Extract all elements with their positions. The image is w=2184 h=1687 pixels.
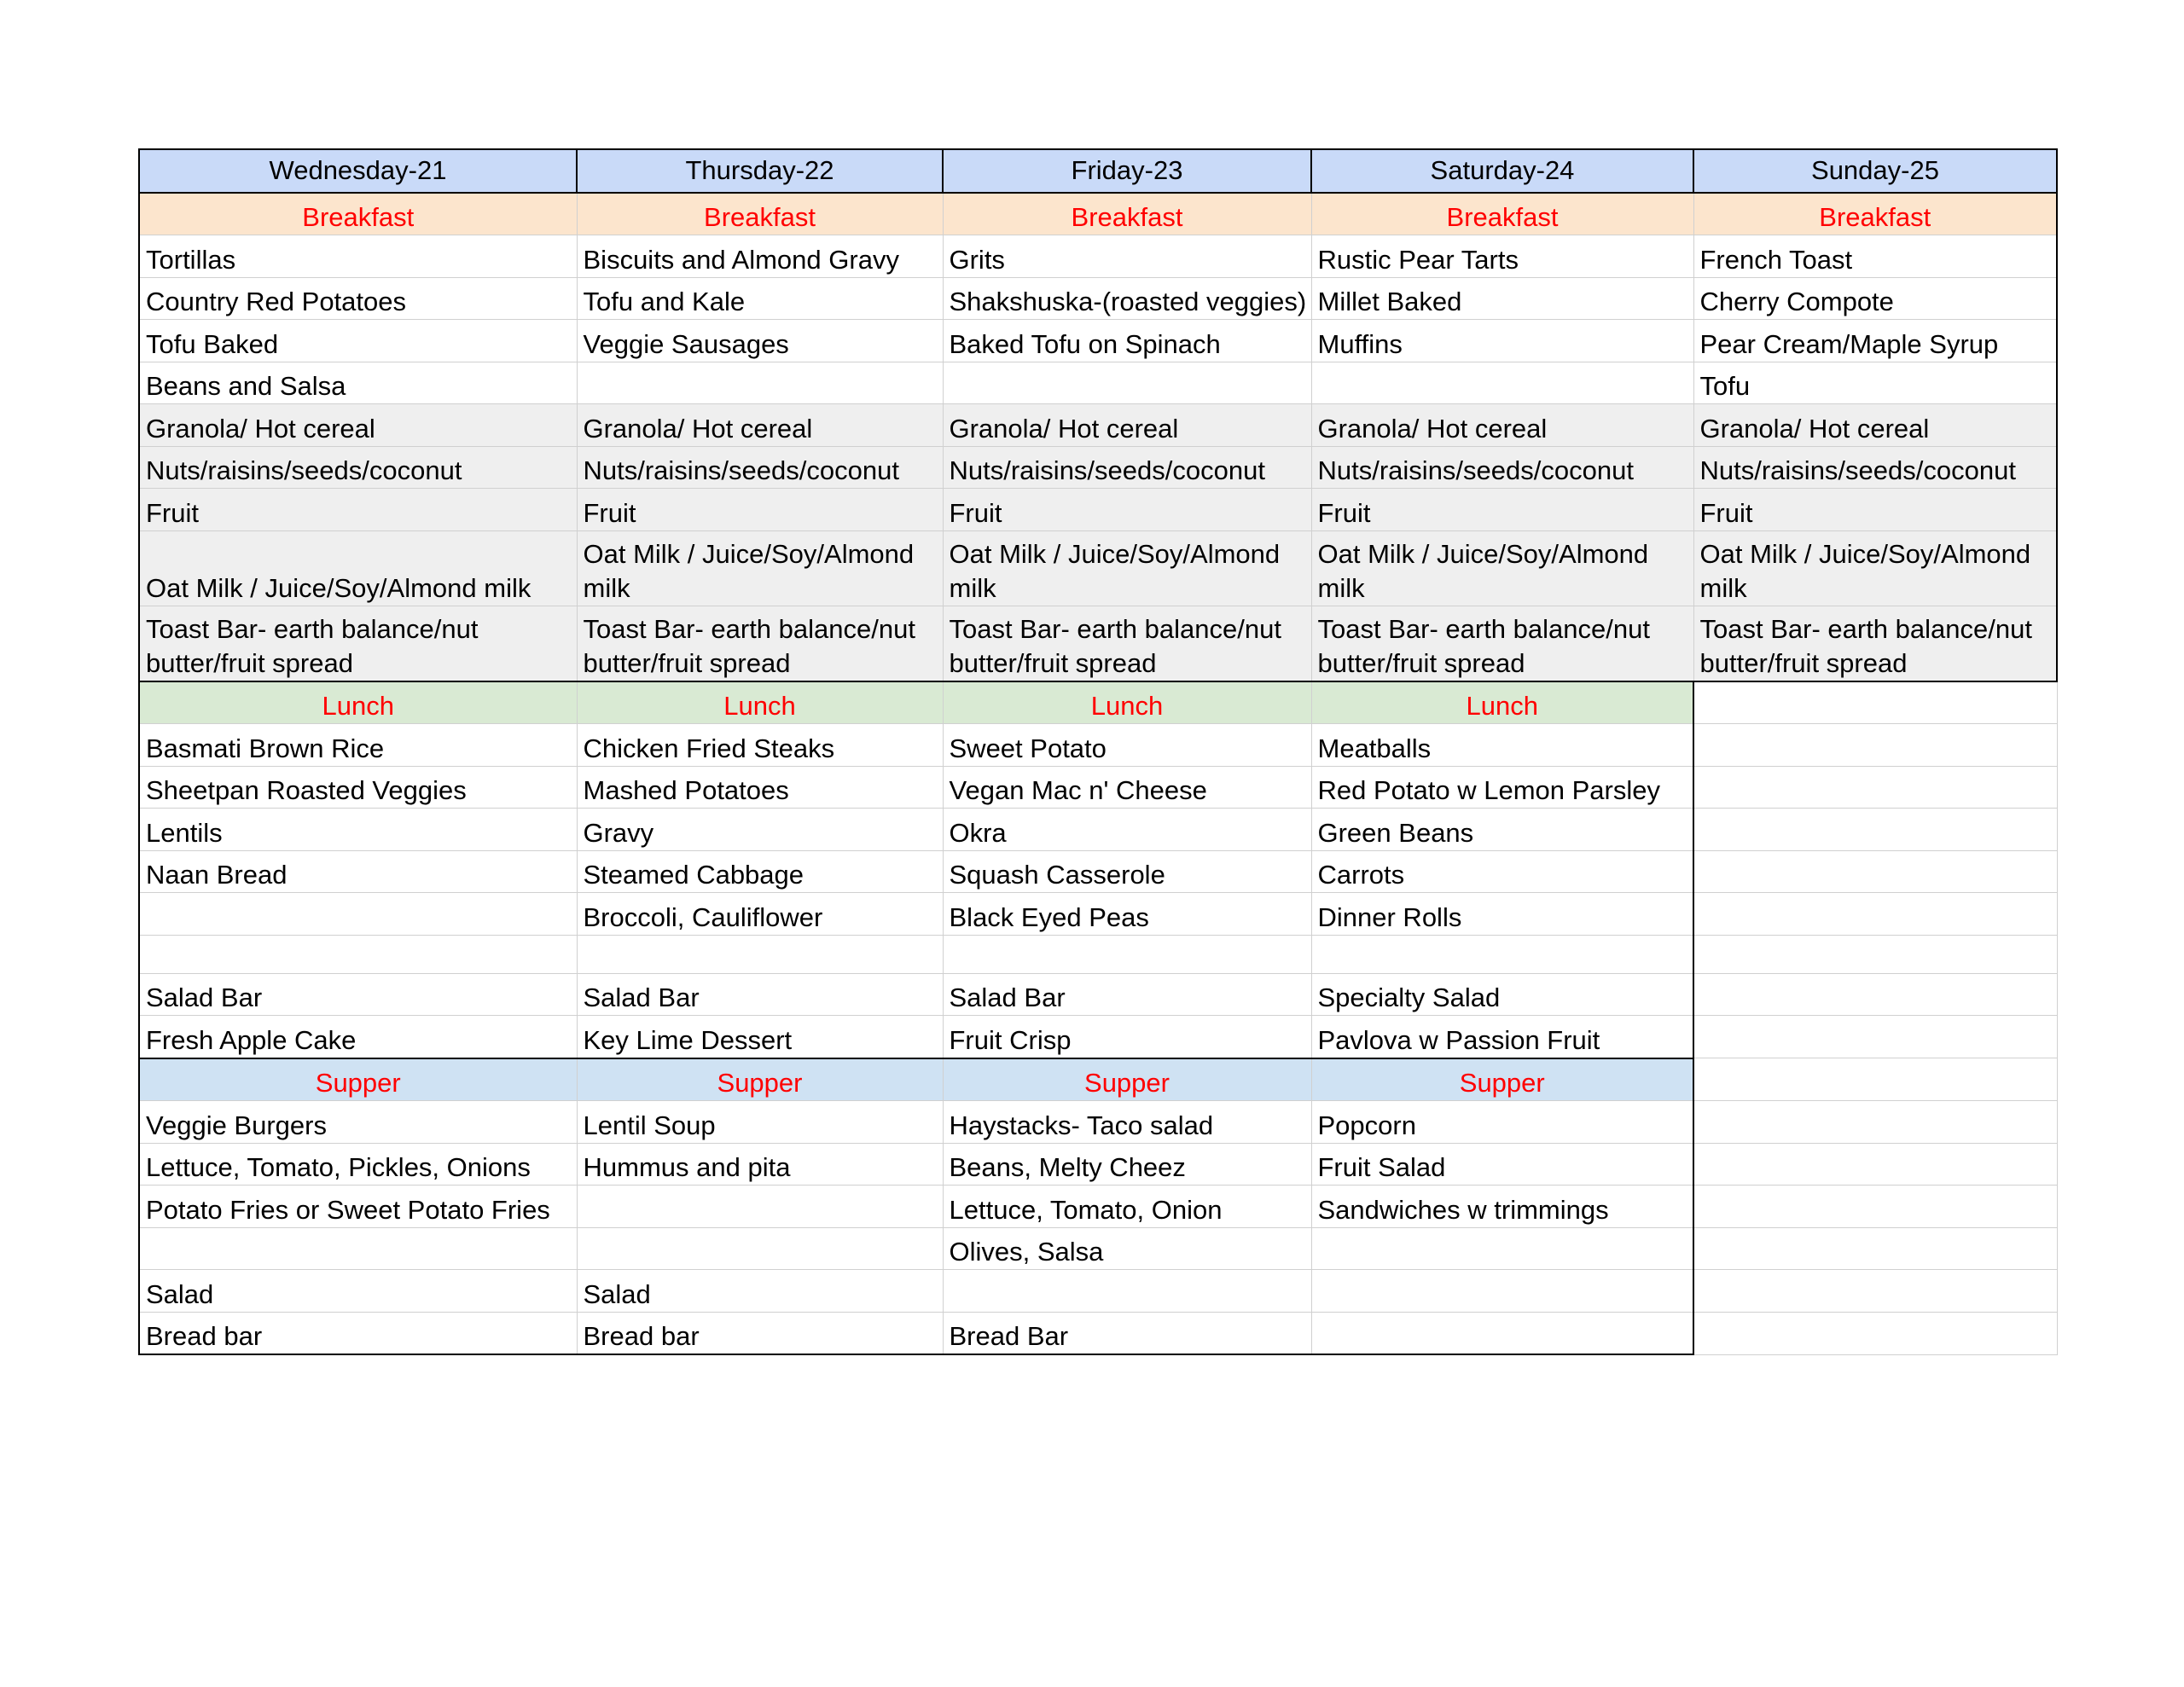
empty-cell xyxy=(1693,850,2057,893)
breakfast-item: Grits xyxy=(943,235,1311,278)
empty-cell xyxy=(1693,973,2057,1016)
supper-item xyxy=(943,1270,1311,1313)
empty-cell xyxy=(1693,1101,2057,1144)
day-header: Saturday-24 xyxy=(1311,149,1693,193)
breakfast-item-row xyxy=(139,277,2057,320)
supper-item-row xyxy=(139,1101,2057,1144)
supper-label: Supper xyxy=(943,1058,1311,1101)
lunch-item xyxy=(943,935,1311,973)
breakfast-item: Shakshuska-(roasted veggies) xyxy=(943,277,1311,320)
lunch-item: Vegan Mac n' Cheese xyxy=(943,766,1311,809)
lunch-item-row xyxy=(139,973,2057,1016)
breakfast-item: Pear Cream/Maple Syrup xyxy=(1693,320,2057,362)
breakfast-common-item: Granola/ Hot cereal xyxy=(139,404,577,447)
supper-item xyxy=(1311,1227,1693,1270)
supper-item: Veggie Burgers xyxy=(139,1101,577,1144)
empty-cell xyxy=(1693,724,2057,767)
breakfast-common-item: Toast Bar- earth balance/nut butter/fruit spread xyxy=(943,606,1311,681)
supper-item: Haystacks- Taco salad xyxy=(943,1101,1311,1144)
breakfast-item: Veggie Sausages xyxy=(577,320,943,362)
empty-cell xyxy=(1693,1143,2057,1186)
breakfast-common-item: Fruit xyxy=(1693,489,2057,531)
breakfast-item: Millet Baked xyxy=(1311,277,1693,320)
lunch-item: Key Lime Dessert xyxy=(577,1016,943,1058)
empty-cell xyxy=(1693,1312,2057,1354)
breakfast-label: Breakfast xyxy=(139,193,577,235)
breakfast-label: Breakfast xyxy=(943,193,1311,235)
breakfast-common-item: Oat Milk / Juice/Soy/Almond milk xyxy=(1693,530,2057,606)
lunch-label: Lunch xyxy=(139,681,577,724)
breakfast-item: Rustic Pear Tarts xyxy=(1311,235,1693,278)
empty-cell xyxy=(1693,935,2057,973)
supper-label: Supper xyxy=(577,1058,943,1101)
supper-item: Hummus and pita xyxy=(577,1143,943,1186)
menu-body xyxy=(139,149,2057,1354)
breakfast-common-item: Granola/ Hot cereal xyxy=(1311,404,1693,447)
lunch-item: Basmati Brown Rice xyxy=(139,724,577,767)
day-header: Sunday-25 xyxy=(1693,149,2057,193)
supper-label: Supper xyxy=(1311,1058,1693,1101)
breakfast-item xyxy=(577,362,943,404)
breakfast-common-item: Fruit xyxy=(577,489,943,531)
supper-item: Olives, Salsa xyxy=(943,1227,1311,1270)
lunch-item: Mashed Potatoes xyxy=(577,766,943,809)
lunch-item: Specialty Salad xyxy=(1311,973,1693,1016)
empty-cell xyxy=(1693,1016,2057,1058)
lunch-item-row xyxy=(139,724,2057,767)
lunch-item-row xyxy=(139,766,2057,809)
breakfast-item: Cherry Compote xyxy=(1693,277,2057,320)
supper-label-row xyxy=(139,1058,2057,1101)
breakfast-common-item: Granola/ Hot cereal xyxy=(943,404,1311,447)
lunch-item: Dinner Rolls xyxy=(1311,893,1693,936)
supper-item: Fruit Salad xyxy=(1311,1143,1693,1186)
supper-label: Supper xyxy=(139,1058,577,1101)
lunch-item: Chicken Fried Steaks xyxy=(577,724,943,767)
supper-item xyxy=(577,1227,943,1270)
breakfast-common-row xyxy=(139,530,2057,606)
supper-item-row xyxy=(139,1312,2057,1354)
empty-cell xyxy=(1693,681,2057,724)
lunch-item-row xyxy=(139,1016,2057,1058)
supper-item-row xyxy=(139,1227,2057,1270)
lunch-item-row xyxy=(139,935,2057,973)
lunch-label: Lunch xyxy=(943,681,1311,724)
breakfast-item: Tofu and Kale xyxy=(577,277,943,320)
empty-cell xyxy=(1693,1227,2057,1270)
breakfast-common-item: Granola/ Hot cereal xyxy=(577,404,943,447)
breakfast-item: Tofu xyxy=(1693,362,2057,404)
supper-item xyxy=(577,1186,943,1228)
supper-item: Salad xyxy=(577,1270,943,1313)
breakfast-common-item: Nuts/raisins/seeds/coconut xyxy=(943,446,1311,489)
breakfast-common-item: Nuts/raisins/seeds/coconut xyxy=(1693,446,2057,489)
supper-item xyxy=(139,1227,577,1270)
supper-item: Lentil Soup xyxy=(577,1101,943,1144)
breakfast-label-row xyxy=(139,193,2057,235)
breakfast-common-item: Fruit xyxy=(1311,489,1693,531)
supper-item: Salad xyxy=(139,1270,577,1313)
breakfast-common-item: Oat Milk / Juice/Soy/Almond milk xyxy=(577,530,943,606)
breakfast-item: Tortillas xyxy=(139,235,577,278)
empty-cell xyxy=(1693,1186,2057,1228)
supper-item: Popcorn xyxy=(1311,1101,1693,1144)
breakfast-common-item: Fruit xyxy=(139,489,577,531)
day-header: Wednesday-21 xyxy=(139,149,577,193)
lunch-item-row xyxy=(139,893,2057,936)
breakfast-common-row xyxy=(139,404,2057,447)
breakfast-common-item: Toast Bar- earth balance/nut butter/fruit spread xyxy=(1693,606,2057,681)
lunch-item xyxy=(139,935,577,973)
supper-item xyxy=(1311,1270,1693,1313)
supper-item xyxy=(1311,1312,1693,1354)
breakfast-common-item: Nuts/raisins/seeds/coconut xyxy=(139,446,577,489)
lunch-item: Fresh Apple Cake xyxy=(139,1016,577,1058)
breakfast-common-row xyxy=(139,606,2057,681)
day-header: Friday-23 xyxy=(943,149,1311,193)
breakfast-common-item: Fruit xyxy=(943,489,1311,531)
supper-item: Lettuce, Tomato, Pickles, Onions xyxy=(139,1143,577,1186)
breakfast-item-row xyxy=(139,320,2057,362)
breakfast-common-item: Nuts/raisins/seeds/coconut xyxy=(1311,446,1693,489)
breakfast-item xyxy=(943,362,1311,404)
lunch-item-row xyxy=(139,809,2057,851)
lunch-item-row xyxy=(139,850,2057,893)
breakfast-common-item: Oat Milk / Juice/Soy/Almond milk xyxy=(139,530,577,606)
lunch-item: Fruit Crisp xyxy=(943,1016,1311,1058)
breakfast-label: Breakfast xyxy=(1311,193,1693,235)
breakfast-common-item: Toast Bar- earth balance/nut butter/fruit spread xyxy=(577,606,943,681)
lunch-label: Lunch xyxy=(1311,681,1693,724)
lunch-item xyxy=(1311,935,1693,973)
breakfast-item: Beans and Salsa xyxy=(139,362,577,404)
empty-cell xyxy=(1693,809,2057,851)
lunch-item: Salad Bar xyxy=(139,973,577,1016)
supper-item: Potato Fries or Sweet Potato Fries xyxy=(139,1186,577,1228)
lunch-item: Carrots xyxy=(1311,850,1693,893)
day-header-row xyxy=(139,149,2057,193)
lunch-item: Salad Bar xyxy=(577,973,943,1016)
breakfast-item: Tofu Baked xyxy=(139,320,577,362)
breakfast-common-item: Granola/ Hot cereal xyxy=(1693,404,2057,447)
breakfast-common-item: Nuts/raisins/seeds/coconut xyxy=(577,446,943,489)
lunch-item: Green Beans xyxy=(1311,809,1693,851)
lunch-item xyxy=(139,893,577,936)
lunch-item: Gravy xyxy=(577,809,943,851)
supper-item: Sandwiches w trimmings xyxy=(1311,1186,1693,1228)
lunch-item: Pavlova w Passion Fruit xyxy=(1311,1016,1693,1058)
breakfast-item: Country Red Potatoes xyxy=(139,277,577,320)
empty-cell xyxy=(1693,1270,2057,1313)
breakfast-item: Biscuits and Almond Gravy xyxy=(577,235,943,278)
breakfast-item: French Toast xyxy=(1693,235,2057,278)
lunch-label: Lunch xyxy=(577,681,943,724)
menu-table xyxy=(138,148,2058,1355)
lunch-item: Naan Bread xyxy=(139,850,577,893)
day-header: Thursday-22 xyxy=(577,149,943,193)
lunch-item: Black Eyed Peas xyxy=(943,893,1311,936)
lunch-item: Squash Casserole xyxy=(943,850,1311,893)
breakfast-label: Breakfast xyxy=(577,193,943,235)
supper-item: Bread bar xyxy=(577,1312,943,1354)
supper-item-row xyxy=(139,1186,2057,1228)
supper-item: Beans, Melty Cheez xyxy=(943,1143,1311,1186)
lunch-item: Red Potato w Lemon Parsley xyxy=(1311,766,1693,809)
breakfast-label: Breakfast xyxy=(1693,193,2057,235)
breakfast-item: Baked Tofu on Spinach xyxy=(943,320,1311,362)
lunch-item: Lentils xyxy=(139,809,577,851)
breakfast-item: Muffins xyxy=(1311,320,1693,362)
lunch-label-row xyxy=(139,681,2057,724)
lunch-item: Meatballs xyxy=(1311,724,1693,767)
supper-item: Bread bar xyxy=(139,1312,577,1354)
empty-cell xyxy=(1693,766,2057,809)
empty-cell xyxy=(1693,1058,2057,1101)
supper-item-row xyxy=(139,1270,2057,1313)
lunch-item: Sweet Potato xyxy=(943,724,1311,767)
breakfast-item xyxy=(1311,362,1693,404)
breakfast-common-item: Oat Milk / Juice/Soy/Almond milk xyxy=(943,530,1311,606)
lunch-item: Okra xyxy=(943,809,1311,851)
breakfast-common-item: Oat Milk / Juice/Soy/Almond milk xyxy=(1311,530,1693,606)
empty-cell xyxy=(1693,893,2057,936)
lunch-item: Sheetpan Roasted Veggies xyxy=(139,766,577,809)
supper-item: Lettuce, Tomato, Onion xyxy=(943,1186,1311,1228)
lunch-item: Salad Bar xyxy=(943,973,1311,1016)
lunch-item: Steamed Cabbage xyxy=(577,850,943,893)
breakfast-common-row xyxy=(139,489,2057,531)
lunch-item: Broccoli, Cauliflower xyxy=(577,893,943,936)
breakfast-item-row xyxy=(139,235,2057,278)
lunch-item xyxy=(577,935,943,973)
breakfast-item-row xyxy=(139,362,2057,404)
breakfast-common-row xyxy=(139,446,2057,489)
breakfast-common-item: Toast Bar- earth balance/nut butter/fruit spread xyxy=(139,606,577,681)
breakfast-common-item: Toast Bar- earth balance/nut butter/fruit spread xyxy=(1311,606,1693,681)
supper-item-row xyxy=(139,1143,2057,1186)
supper-item: Bread Bar xyxy=(943,1312,1311,1354)
